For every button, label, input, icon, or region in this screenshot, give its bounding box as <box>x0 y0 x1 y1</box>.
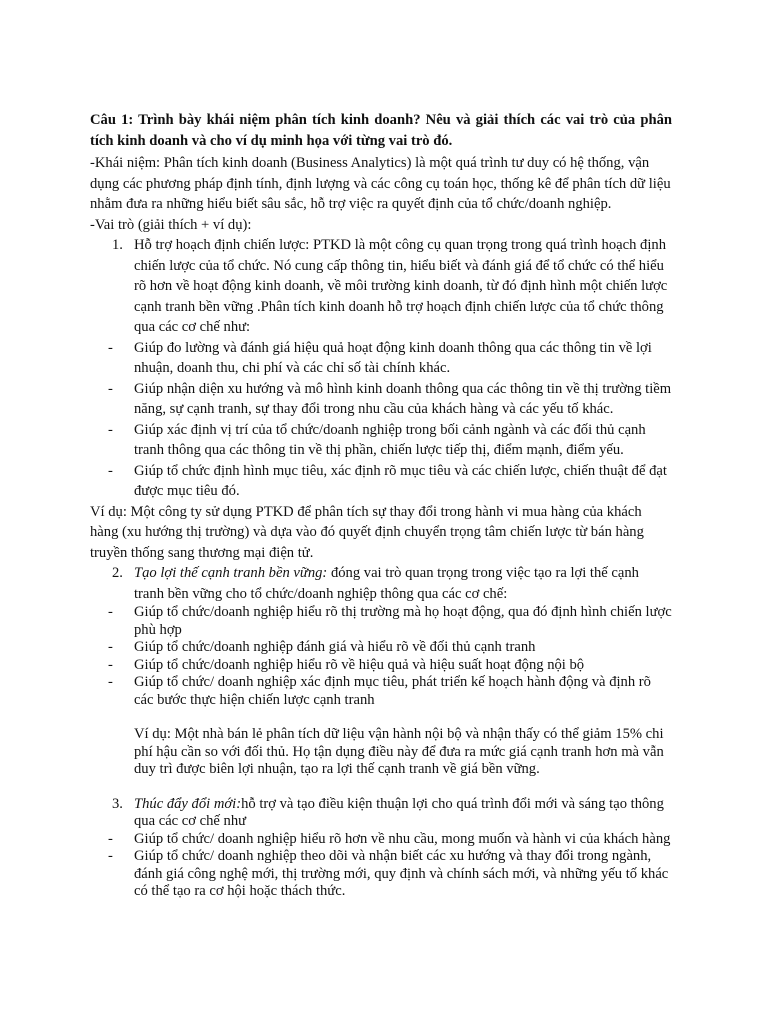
bullet-dash: - <box>108 830 113 847</box>
role-1-text: Hỗ trợ hoạch định chiến lược: PTKD là một công cụ quan trọng trong quá trình hoạch định chiến lược của tổ chức. Nó cung cấp thông tin, hiểu biết và đánh giá để tổ chức có thể hiểu rõ hơn về hoạt động kinh doanh, về môi trường kinh doanh, từ đó định hình một chiến lược cạnh tranh bền vững .Phân tích kinh doanh hỗ trợ hoạch định chiến lược của tổ chức thông qua các cơ chế như: <box>134 237 668 335</box>
role-3-text: hỗ trợ và tạo điều kiện thuận lợi cho quá trình đổi mới và sáng tạo thông qua các cơ chế như <box>134 795 664 829</box>
list-item <box>90 604 672 639</box>
bullet-dash: - <box>108 380 113 397</box>
bullet-dash: - <box>108 656 113 673</box>
bullet-text: Giúp tổ chức/ doanh nghiệp theo dõi và nhận biết các xu hướng và thay đổi trong ngành, đánh giá công nghệ mới, thị trường mới, quy định và chính sách mới, và những yếu tố khác có thể tạo ra cơ hội hoặc thách thức. <box>134 848 669 899</box>
concept-paragraph: -Khái niệm: Phân tích kinh doanh (Business Analytics) là một quá trình tư duy có hệ thống, vận dụng các phương pháp định tính, định lượng và các công cụ toán học, thống kê để phân tích dữ liệu nhằm đưa ra những hiểu biết sâu sắc, hỗ trợ việc ra quyết định của tổ chức/doanh nghiệp. <box>90 155 671 212</box>
bullet-dash: - <box>108 848 113 864</box>
bullet-text: Giúp tổ chức/doanh nghiệp đánh giá và hiểu rõ về đối thủ cạnh tranh <box>134 639 536 655</box>
bullet-dash: - <box>108 421 113 438</box>
bullet-text: Giúp nhận diện xu hướng và mô hình kinh doanh thông qua các thông tin về thị trường tiềm năng, sự cạnh tranh, sự thay đổi trong nhu cầu của khách hàng và các yếu tố khác. <box>134 380 672 417</box>
role-1-example: Ví dụ: Một công ty sử dụng PTKD để phân tích sự thay đổi trong hành vi mua hàng của khách hàng (xu hướng thị trường) và dựa vào đó quyết định chuyển trọng tâm chiến lược từ bán hàng truyền thống sang thương mại điện tử. <box>90 503 644 561</box>
list-item <box>90 831 672 849</box>
roles-intro: -Vai trò (giải thích + ví dụ): <box>90 216 252 233</box>
role-3-heading: Thúc đẩy đổi mới: <box>134 795 242 812</box>
bullet-dash: - <box>108 604 113 620</box>
bullet-dash: - <box>108 339 113 356</box>
list-item <box>90 338 672 379</box>
bullet-dash: - <box>108 674 113 690</box>
list-item <box>90 639 672 657</box>
list-item <box>90 420 672 461</box>
list-number: 1. <box>112 237 123 253</box>
question-title: Câu 1: Trình bày khái niệm phân tích kinh doanh? Nêu và giải thích các vai trò của phân tích kinh doanh và cho ví dụ minh họa với từng vai trò đó. <box>90 112 672 149</box>
bullet-text: Giúp tổ chức định hình mục tiêu, xác định rõ mục tiêu và các chiến lược, chiến thuật để đạt được mục tiêu đó. <box>134 462 667 499</box>
bullet-text: Giúp tổ chức/doanh nghiệp hiểu rõ về hiệu quả và hiệu suất hoạt động nội bộ <box>134 656 585 673</box>
list-item <box>90 461 672 502</box>
list-item <box>90 848 672 901</box>
role-2-text: đóng vai trò quan trọng trong việc tạo ra lợi thế cạnh tranh bền vững cho tổ chức/doanh nghiệp thông qua các cơ chế: <box>134 565 639 602</box>
bullet-dash: - <box>108 639 113 655</box>
list-item <box>90 674 672 709</box>
list-item <box>90 657 672 675</box>
role-2 <box>90 563 672 604</box>
bullet-text: Giúp tổ chức/ doanh nghiệp xác định mục tiêu, phát triển kế hoạch hành động và định rõ các bước thực hiện chiến lược cạnh tranh <box>134 674 651 708</box>
document-page <box>90 110 672 901</box>
bullet-text: Giúp đo lường và đánh giá hiệu quả hoạt động kinh doanh thông qua các thông tin về lợi nhuận, doanh thu, chi phí và các chỉ số tài chính khác. <box>134 339 652 376</box>
list-number: 3. <box>112 795 123 812</box>
role-3 <box>90 796 672 831</box>
list-item <box>90 379 672 420</box>
bullet-text: Giúp xác định vị trí của tổ chức/doanh nghiệp trong bối cảnh ngành và các đối thủ cạnh tranh thông qua các thông tin về thị phần, chiến lược tiếp thị, điểm mạnh, điểm yếu. <box>134 421 646 458</box>
role-2-heading: Tạo lợi thế cạnh tranh bền vững: <box>134 565 328 581</box>
bullet-text: Giúp tổ chức/ doanh nghiệp hiểu rõ hơn về nhu cầu, mong muốn và hành vi của khách hàng <box>134 830 671 847</box>
bullet-text: Giúp tổ chức/doanh nghiệp hiểu rõ thị trường mà họ hoạt động, qua đó định hình chiến lược phù hợp <box>134 604 672 638</box>
role-1 <box>90 235 672 338</box>
list-number: 2. <box>112 565 123 581</box>
role-2-example: Ví dụ: Một nhà bán lẻ phân tích dữ liệu vận hành nội bộ và nhận thấy có thể giảm 15% chi phí hậu cần so với đối thủ. Họ tận dụng điều này để đưa ra mức giá cạnh tranh hơn mà vẫn duy trì được biên lợi nhuận, tạo ra lợi thế cạnh tranh về giá bền vững. <box>134 726 664 777</box>
bullet-dash: - <box>108 462 113 479</box>
